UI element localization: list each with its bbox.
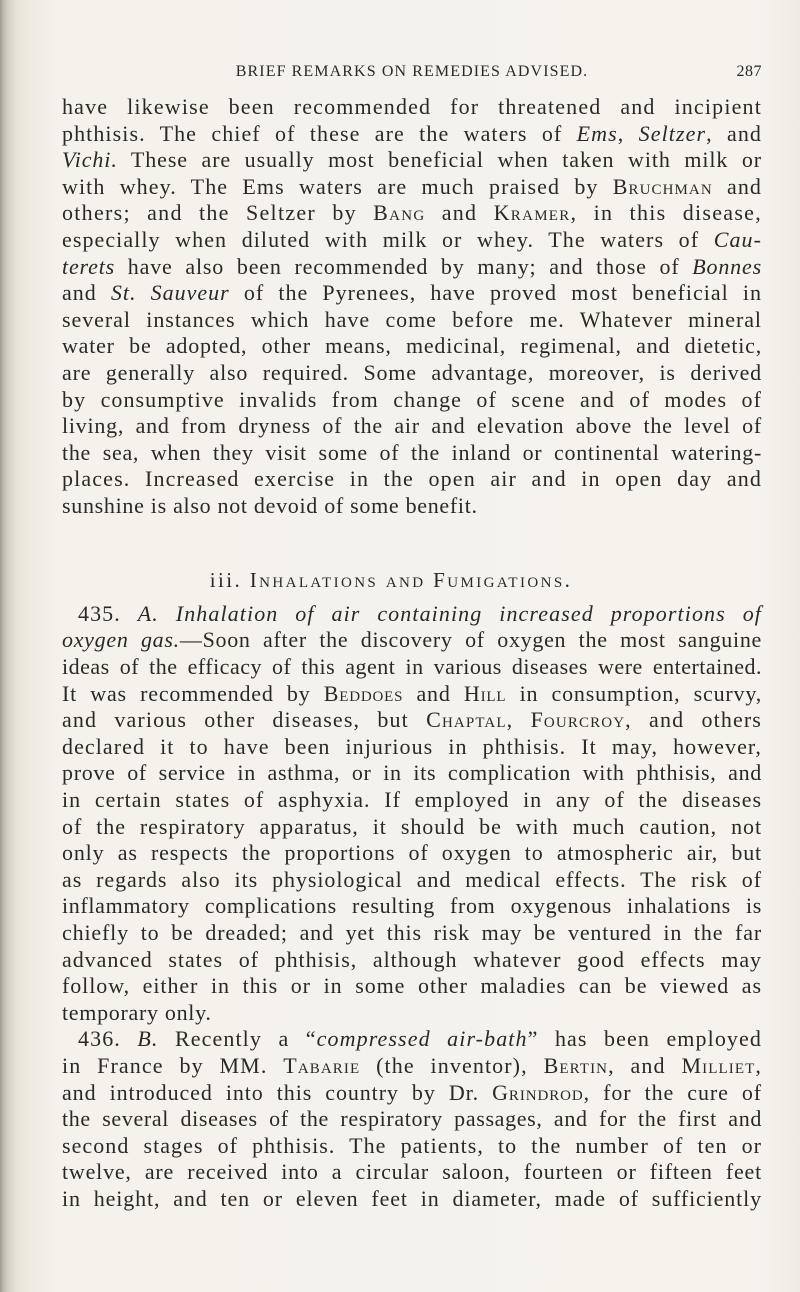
roman-run: several instances which have come before me. Whatever mineral	[62, 306, 762, 332]
roman-run: chiefly to be dreaded; and yet this risk may be ventured in the far	[62, 920, 762, 945]
roman-run: , and	[706, 120, 762, 146]
section-heading	[62, 567, 762, 594]
text-line	[62, 1053, 762, 1080]
text-line	[62, 760, 762, 787]
roman-run: and	[62, 280, 111, 306]
roman-run: by consumptive invalids from change of scene and of modes of	[62, 386, 762, 412]
roman-run: second stages of phthisis. The patients, to the number of ten or	[62, 1132, 762, 1158]
text-line	[62, 947, 762, 974]
small-caps-run: Bertin	[543, 1052, 609, 1078]
roman-run: It was recommended by	[62, 680, 324, 706]
roman-run: ,	[755, 1052, 762, 1078]
roman-run: and introduced into this country by Dr.	[62, 1079, 493, 1105]
roman-run: (the inventor),	[360, 1052, 544, 1078]
roman-run: sunshine is also not devoid of some benefit.	[62, 492, 478, 518]
text-line	[62, 254, 762, 281]
text-line	[62, 601, 762, 628]
text-line	[62, 893, 762, 920]
page-number: 287	[736, 63, 762, 80]
text-line	[62, 200, 762, 227]
roman-run: water be adopted, other means, medicinal, regimenal, and dietetic,	[62, 333, 762, 359]
text-line	[62, 174, 762, 201]
italic-run: Ems	[576, 120, 618, 146]
text-line	[62, 440, 762, 467]
roman-run: the sea, when they visit some of the inland or continental watering-	[62, 439, 762, 465]
roman-run: iii.	[209, 567, 250, 592]
roman-run: of the respiratory apparatus, it should be with much caution, not	[62, 813, 762, 839]
text-line	[62, 1106, 762, 1133]
text-line	[62, 840, 762, 867]
roman-run: only as respects the proportions of oxygen to atmospheric air, but	[62, 840, 762, 866]
italic-run: A. Inhalation of air containing increased proportions of	[137, 600, 762, 626]
small-caps-run: Tabarie	[283, 1052, 361, 1078]
italic-run: B.	[137, 1026, 159, 1052]
text-line	[62, 973, 762, 1000]
italic-run: Seltzer	[638, 120, 707, 146]
text-line	[62, 867, 762, 894]
text-line	[62, 1026, 762, 1053]
text-line	[62, 413, 762, 440]
small-caps-run: Chaptal	[426, 707, 507, 733]
roman-run: and	[425, 200, 494, 226]
roman-run: twelve, are received into a circular saloon, fourteen or fifteen feet	[62, 1159, 762, 1185]
roman-run: living, and from dryness of the air and elevation above the level of	[62, 413, 762, 439]
small-caps-run: Hill	[463, 680, 507, 706]
italic-run: St. Sauveur	[110, 280, 230, 306]
text-line	[62, 627, 762, 654]
roman-run: follow, either in this or in some other maladies can be viewed as	[62, 973, 762, 999]
roman-run: These are usually most beneficial when taken with milk or	[117, 147, 762, 173]
roman-run: 436.	[78, 1026, 138, 1052]
roman-run: declared it to have been injurious in phthisis. It may, however,	[62, 733, 762, 759]
running-title: BRIEF REMARKS ON REMEDIES ADVISED.	[235, 63, 589, 80]
roman-run: especially when diluted with milk or whey. The waters of	[62, 226, 714, 252]
roman-run: places. Increased exercise in the open air and in open day and	[62, 466, 762, 492]
roman-run: advanced states of phthisis, although whatever good effects may	[62, 946, 762, 972]
roman-run: with whey. The Ems waters are much praised by	[62, 173, 613, 199]
italic-run: compressed air-bath	[316, 1026, 528, 1052]
text-line	[62, 707, 762, 734]
text-line	[62, 121, 762, 148]
body-text	[62, 94, 762, 1213]
text-line	[62, 1133, 762, 1160]
text-line	[62, 1000, 762, 1027]
text-line	[62, 814, 762, 841]
roman-run: , in this disease,	[570, 200, 763, 226]
text-line	[62, 920, 762, 947]
roman-run: ideas of the efficacy of this agent in various diseases were entertained.	[62, 654, 762, 680]
roman-run: ,	[506, 707, 531, 733]
text-line	[62, 734, 762, 761]
text-line	[62, 307, 762, 334]
small-caps-run: Milliet	[681, 1052, 756, 1078]
roman-run: phthisis. The chief of these are the waters of	[62, 120, 577, 146]
text-line	[62, 1159, 762, 1186]
text-line	[62, 1080, 762, 1107]
roman-run: are generally also required. Some advantage, moreover, is derived	[62, 359, 762, 385]
roman-run: Recently a “	[158, 1026, 317, 1052]
text-line	[62, 466, 762, 493]
roman-run: the several diseases of the respiratory passages, and for the first and	[62, 1106, 762, 1132]
roman-run: have also been recommended by many; and those of	[115, 253, 693, 279]
text-line	[62, 387, 762, 414]
roman-run: others; and the Seltzer by	[62, 200, 374, 226]
paragraph-435	[62, 601, 762, 1027]
roman-run: , and others	[625, 707, 762, 733]
roman-run: in consumption, scurvy,	[506, 680, 763, 706]
roman-run: , and	[608, 1052, 682, 1078]
roman-run: in height, and ten or eleven feet in diameter, made of sufficiently	[62, 1185, 762, 1211]
text-line	[62, 360, 762, 387]
small-caps-run: Inhalations and Fumigations.	[249, 567, 573, 592]
text-line	[62, 94, 762, 121]
roman-run: temporary only.	[62, 999, 212, 1025]
text-line	[62, 227, 762, 254]
italic-run: Vichi.	[62, 147, 118, 173]
paragraph-mineral-waters	[62, 94, 762, 520]
roman-run: in certain states of asphyxia. If employed in any of the diseases	[62, 787, 762, 813]
running-head	[62, 60, 762, 84]
small-caps-run: Fourcroy	[530, 707, 626, 733]
small-caps-run: Bang	[373, 200, 426, 226]
roman-run: inflammatory complications resulting from oxygenous inhalations is	[62, 893, 762, 919]
roman-run: 435.	[78, 600, 138, 626]
text-line	[62, 280, 762, 307]
roman-run: ” has been employed	[527, 1026, 762, 1052]
text-line	[62, 333, 762, 360]
text-line	[62, 1186, 762, 1213]
roman-run: and	[403, 680, 464, 706]
roman-run: prove of service in asthma, or in its complication with phthisis, and	[62, 760, 762, 786]
roman-run: have likewise been recommended for threatened and incipient	[62, 94, 762, 119]
italic-run: oxygen gas.	[62, 627, 180, 653]
roman-run: and various other diseases, but	[62, 707, 427, 733]
text-line	[62, 654, 762, 681]
small-caps-run: Kramer	[493, 200, 571, 226]
roman-run: and	[712, 173, 763, 199]
text-line	[62, 681, 762, 708]
roman-run: as regards also its physiological and medical effects. The risk of	[62, 866, 762, 892]
italic-run: Bonnes	[692, 253, 762, 279]
roman-run: —Soon after the discovery of oxygen the most sanguine	[179, 627, 763, 653]
text-line	[62, 787, 762, 814]
text-line	[62, 493, 762, 520]
paragraph-436	[62, 1026, 762, 1212]
roman-run: ,	[617, 120, 639, 146]
roman-run: in France by MM.	[62, 1052, 284, 1078]
small-caps-run: Beddoes	[323, 680, 404, 706]
section-heading-text	[62, 567, 762, 594]
small-caps-run: Grindrod	[492, 1079, 584, 1105]
roman-run: of the Pyrenees, have proved most beneficial in	[229, 280, 763, 306]
italic-run: terets	[62, 253, 116, 279]
roman-run: , for the cure of	[583, 1079, 762, 1105]
small-caps-run: Bruchman	[612, 173, 713, 199]
italic-run: Cau-	[713, 226, 762, 252]
text-line	[62, 147, 762, 174]
